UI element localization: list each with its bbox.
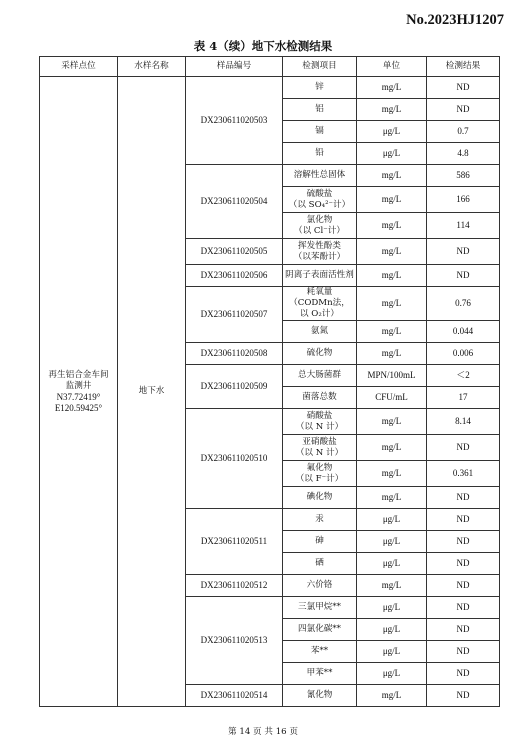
unit-cell: mg/L bbox=[357, 487, 427, 509]
test-item-note: （以 SO₄²⁻计） bbox=[288, 199, 351, 210]
test-item-cell bbox=[283, 663, 357, 685]
test-item-label: 挥发性酚类 bbox=[298, 240, 341, 251]
sample-id-cell: DX230611020504 bbox=[186, 165, 283, 239]
unit-cell: mg/L bbox=[357, 461, 427, 487]
test-item-cell bbox=[283, 121, 357, 143]
test-item-cell bbox=[283, 409, 357, 435]
header-unit: 单位 bbox=[357, 57, 427, 77]
test-item-label: 四氯化碳** bbox=[298, 624, 341, 634]
test-item-cell bbox=[283, 553, 357, 575]
unit-cell: mg/L bbox=[357, 409, 427, 435]
test-item-cell bbox=[283, 685, 357, 707]
test-item-label: 硫酸盐 bbox=[306, 188, 333, 199]
test-item-note: （以苯酚计） bbox=[293, 251, 346, 262]
test-item-label: 甲苯** bbox=[306, 668, 333, 678]
unit-cell: mg/L bbox=[357, 213, 427, 239]
test-item-label: 锌 bbox=[315, 82, 324, 92]
sample-id-cell: DX230611020511 bbox=[186, 509, 283, 575]
test-item-cell bbox=[283, 143, 357, 165]
test-item-label: 氟化物 bbox=[306, 462, 333, 473]
test-item-note: （以 N 计） bbox=[295, 447, 344, 458]
table-title: 表 4（续）地下水检测结果 bbox=[193, 39, 333, 53]
test-item-label: 镉 bbox=[315, 126, 324, 136]
test-item-label: 耗氧量（CODMn法， bbox=[289, 287, 350, 308]
result-cell: 0.76 bbox=[427, 287, 500, 321]
test-item-cell bbox=[283, 287, 357, 321]
result-cell: 0.361 bbox=[427, 461, 500, 487]
report-number: No.2023HJ1207 bbox=[406, 12, 504, 28]
unit-cell: μg/L bbox=[357, 531, 427, 553]
sample-id-cell: DX230611020512 bbox=[186, 575, 283, 597]
unit-cell: μg/L bbox=[357, 143, 427, 165]
test-item-cell bbox=[283, 531, 357, 553]
table-body bbox=[40, 77, 500, 707]
table-row bbox=[40, 77, 500, 99]
result-cell: ＜2 bbox=[427, 365, 500, 387]
test-item-cell bbox=[283, 99, 357, 121]
test-item-cell bbox=[283, 509, 357, 531]
test-item-cell bbox=[283, 597, 357, 619]
test-item-cell bbox=[283, 77, 357, 99]
page-footer: 第 14 页 共 16 页 bbox=[228, 727, 298, 737]
unit-cell: mg/L bbox=[357, 435, 427, 461]
test-item-note: （以 Cl⁻计） bbox=[294, 225, 345, 236]
unit-cell: mg/L bbox=[357, 165, 427, 187]
test-item-label: 铝 bbox=[315, 104, 324, 114]
sample-id-cell: DX230611020514 bbox=[186, 685, 283, 707]
result-cell: ND bbox=[427, 619, 500, 641]
unit-cell: mg/L bbox=[357, 343, 427, 365]
test-item-cell bbox=[283, 387, 357, 409]
test-item-label: 六价铬 bbox=[306, 580, 333, 590]
header-site: 采样点位 bbox=[40, 57, 118, 77]
unit-cell: μg/L bbox=[357, 619, 427, 641]
test-item-note: （以 N 计） bbox=[295, 421, 344, 432]
test-item-label: 溶解性总固体 bbox=[293, 170, 346, 180]
test-item-label: 氯化物 bbox=[306, 214, 333, 225]
test-item-label: 硫化物 bbox=[306, 348, 333, 358]
test-item-label: 碘化物 bbox=[306, 492, 333, 502]
test-item-cell bbox=[283, 321, 357, 343]
result-cell: 8.14 bbox=[427, 409, 500, 435]
header-sample-name: 水样名称 bbox=[118, 57, 186, 77]
result-cell: 4.8 bbox=[427, 143, 500, 165]
test-item-note: （以 F⁻计） bbox=[295, 473, 344, 484]
result-cell: ND bbox=[427, 239, 500, 265]
test-item-cell bbox=[283, 165, 357, 187]
sample-id-cell: DX230611020513 bbox=[186, 597, 283, 685]
test-item-label: 硒 bbox=[315, 558, 324, 568]
result-cell: ND bbox=[427, 575, 500, 597]
result-cell: ND bbox=[427, 597, 500, 619]
unit-cell: μg/L bbox=[357, 553, 427, 575]
result-cell: 0.7 bbox=[427, 121, 500, 143]
sample-id-cell: DX230611020507 bbox=[186, 287, 283, 343]
test-item-cell bbox=[283, 239, 357, 265]
unit-cell: mg/L bbox=[357, 575, 427, 597]
site-name2: 监测井 bbox=[65, 380, 92, 391]
test-item-label: 亚硝酸盐 bbox=[302, 436, 337, 447]
result-cell: ND bbox=[427, 509, 500, 531]
result-cell: ND bbox=[427, 77, 500, 99]
test-item-cell bbox=[283, 265, 357, 287]
sample-id-cell: DX230611020506 bbox=[186, 265, 283, 287]
unit-cell: μg/L bbox=[357, 509, 427, 531]
test-item-cell bbox=[283, 641, 357, 663]
test-item-label: 氨氮 bbox=[310, 326, 329, 336]
test-item-cell bbox=[283, 575, 357, 597]
unit-cell: mg/L bbox=[357, 239, 427, 265]
result-cell: ND bbox=[427, 531, 500, 553]
unit-cell: mg/L bbox=[357, 287, 427, 321]
sample-id-cell: DX230611020503 bbox=[186, 77, 283, 165]
table-header-row bbox=[40, 57, 500, 77]
unit-cell: μg/L bbox=[357, 663, 427, 685]
header-result: 检测结果 bbox=[427, 57, 500, 77]
sample-name-cell: 地下水 bbox=[118, 77, 186, 707]
result-cell: ND bbox=[427, 99, 500, 121]
test-item-label: 汞 bbox=[315, 514, 324, 524]
sample-id-cell: DX230611020505 bbox=[186, 239, 283, 265]
test-item-label: 硝酸盐 bbox=[306, 410, 333, 421]
test-item-cell bbox=[283, 461, 357, 487]
site-lon: E120.59425° bbox=[54, 402, 103, 413]
test-item-cell bbox=[283, 487, 357, 509]
result-cell: 586 bbox=[427, 165, 500, 187]
test-item-note: 以 O₂计） bbox=[299, 309, 339, 319]
result-cell: ND bbox=[427, 641, 500, 663]
unit-cell: μg/L bbox=[357, 597, 427, 619]
result-cell: ND bbox=[427, 663, 500, 685]
result-cell: ND bbox=[427, 435, 500, 461]
unit-cell: mg/L bbox=[357, 321, 427, 343]
unit-cell: mg/L bbox=[357, 685, 427, 707]
result-cell: 0.044 bbox=[427, 321, 500, 343]
result-cell: 17 bbox=[427, 387, 500, 409]
sample-id-cell: DX230611020510 bbox=[186, 409, 283, 509]
unit-cell: CFU/mL bbox=[357, 387, 427, 409]
result-cell: 166 bbox=[427, 187, 500, 213]
result-cell: ND bbox=[427, 265, 500, 287]
sample-id-cell: DX230611020509 bbox=[186, 365, 283, 409]
unit-cell: mg/L bbox=[357, 99, 427, 121]
test-item-label: 氰化物 bbox=[306, 690, 333, 700]
test-item-label: 总大肠菌群 bbox=[298, 370, 341, 380]
test-item-cell bbox=[283, 213, 357, 239]
sample-id-cell: DX230611020508 bbox=[186, 343, 283, 365]
test-item-cell bbox=[283, 365, 357, 387]
unit-cell: mg/L bbox=[357, 187, 427, 213]
result-cell: ND bbox=[427, 685, 500, 707]
result-cell: 114 bbox=[427, 213, 500, 239]
test-item-label: 砷 bbox=[315, 536, 324, 546]
test-item-label: 铅 bbox=[315, 148, 324, 158]
header-sample-id: 样品编号 bbox=[186, 57, 283, 77]
test-item-cell bbox=[283, 619, 357, 641]
site-name: 再生铝合金车间 bbox=[48, 369, 109, 380]
unit-cell: mg/L bbox=[357, 265, 427, 287]
test-item-cell bbox=[283, 435, 357, 461]
results-table bbox=[39, 56, 500, 707]
test-item-label: 菌落总数 bbox=[302, 392, 337, 402]
site-cell bbox=[40, 77, 118, 707]
unit-cell: MPN/100mL bbox=[357, 365, 427, 387]
test-item-label: 三氯甲烷** bbox=[298, 602, 341, 612]
test-item-cell bbox=[283, 187, 357, 213]
header-test-item: 检测项目 bbox=[283, 57, 357, 77]
result-cell: ND bbox=[427, 553, 500, 575]
unit-cell: μg/L bbox=[357, 641, 427, 663]
unit-cell: mg/L bbox=[357, 77, 427, 99]
unit-cell: μg/L bbox=[357, 121, 427, 143]
result-cell: ND bbox=[427, 487, 500, 509]
site-lat: N37.72419° bbox=[56, 391, 101, 402]
test-item-label: 苯** bbox=[310, 646, 329, 656]
result-cell: 0.006 bbox=[427, 343, 500, 365]
test-item-cell bbox=[283, 343, 357, 365]
test-item-label: 阴离子表面活性剂 bbox=[285, 270, 354, 280]
